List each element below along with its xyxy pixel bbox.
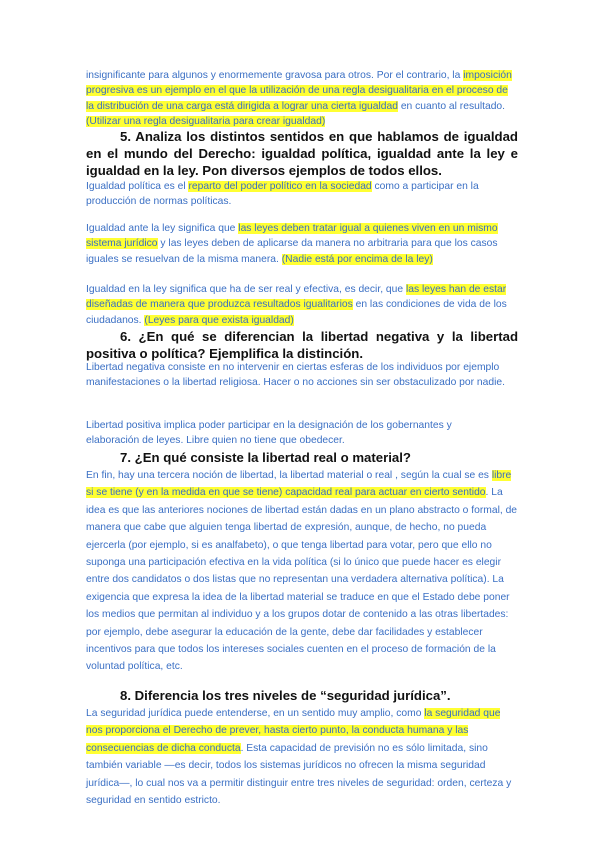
q7-text-2: . La idea es que las anteriores nociones de libertad están dadas en un plano abstracto o formal, de manera que cabe que alguien tenga libertad de expresión, aunque, de hecho, no pueda ejercerla (por ejemplo, si es analfabeto), o que tenga libertad para votar, pero que ello no suponga una participación efectiva en la vida política (si lo único que puede hacer es elegir entre dos candidatos o dos listas que no representan una verdadera alternativa política). La exigencia que expresa la idea de la libertad material se traduce en que el Estado debe poner los medios que permitan al individuo y a los grupos dotar de contenido a las otras libertades: por ejemplo, debe asegurar la educación de la gente, debe dar facilidades y establecer incentivos para que todos los intereses sociales cuenten en el proceso de formación de la voluntad política, etc. [86,487,518,673]
q5-a1-text-1: Igualdad política es el [86,181,189,192]
q8-highlight: la seguridad que nos proporciona el Derecho de prever, hasta cierto punto, la conducta humana y las consecuencias de dicha conducta [86,708,501,754]
question-5-heading: 5. Analiza los distintos sentidos en que hablamos de igualdad en el mundo del Derecho: igualdad política, igualdad ante la ley e igualdad en la ley. Pon diversos ejemplos de todos ellos. [86,129,518,178]
q5-answer-before-law [86,221,518,267]
q5-a3-text-2: en las condiciones de vida de los ciudadanos. [86,299,507,326]
q5-a2-highlight-1: las leyes deben tratar igual a quienes viven en un mismo sistema jurídico [86,223,498,250]
q6-answer-positive: Libertad positiva implica poder participar en la designación de los gobernantes y elaboración de leyes. Libre quien no tiene que obedecer. [86,420,452,447]
q5-a3-highlight-2: (Leyes para que exista igualdad) [144,314,294,326]
q6-answer-negative: Libertad negativa consiste en no intervenir en ciertas esferas de los individuos por ejemplo manifestaciones o la libertad religiosa. Hacer o no acciones sin ser obstaculizado por nadie. [86,362,505,389]
q5-a3-text-1: Igualdad en la ley significa que ha de ser real y efectiva, es decir, que [86,284,406,295]
question-6-heading: 6. ¿En qué se diferencian la libertad negativa y la libertad positiva o política? Ejemplifica la distinción. [86,329,518,361]
q5-a1-text-2: como a participar en la producción de normas políticas. [86,181,479,208]
intro-paragraph [86,68,516,130]
intro-highlight-1: imposición progresiva es un ejemplo en el que la utilización de una regla desigualitaria en el proceso de la distribución de una carga está dirigida a lograr una cierta igualdad [86,70,512,112]
q5-a2-text-1: Igualdad ante la ley significa que [86,223,239,234]
q5-answer-in-law [86,282,518,328]
q5-a3-highlight-1: las leyes han de estar diseñadas de manera que produzca resultados igualitarios [86,284,507,311]
intro-text-1: insignificante para algunos y enormemente gravosa para otros. Por el contrario, la [86,70,461,81]
q8-text-2: . Esta capacidad de previsión no es sólo limitada, sino también variable —es decir, todos los sistemas jurídicos no ofrecen la misma seguridad jurídica—, lo cual nos va a permitir distinguir entre tres niveles de seguridad: orden, certeza y seguridad en sentido estricto. [86,742,512,807]
q8-answer [86,705,518,809]
q7-answer [86,467,518,676]
q5-a2-highlight-2: (Nadie está por encima de la ley) [281,253,433,265]
q5-a2-text-2: y las leyes deben de aplicarse da manera no arbitraria para que los casos iguales se resuelvan de la misma manera. [86,238,498,265]
intro-text-2: en cuanto al resultado. [397,100,506,112]
question-7-heading: 7. ¿En qué consiste la libertad real o material? [120,450,411,465]
q7-text-1: En fin, hay una tercera noción de libertad, la libertad material o real , según la cual se es [86,470,492,481]
q8-text-1: La seguridad jurídica puede entenderse, en un sentido muy amplio, como [86,708,425,719]
intro-highlight-2: (Utilizar una regla desigualitaria para crear igualdad) [86,116,326,128]
q5-answer-political [86,179,518,210]
q7-highlight: libre si se tiene (y en la medida en que se tiene) capacidad real para actuar en cierto sentido [86,470,512,499]
q5-a1-highlight: reparto del poder político en la sociedad [188,181,372,192]
question-8-heading: 8. Diferencia los tres niveles de “seguridad jurídica”. [120,688,451,703]
